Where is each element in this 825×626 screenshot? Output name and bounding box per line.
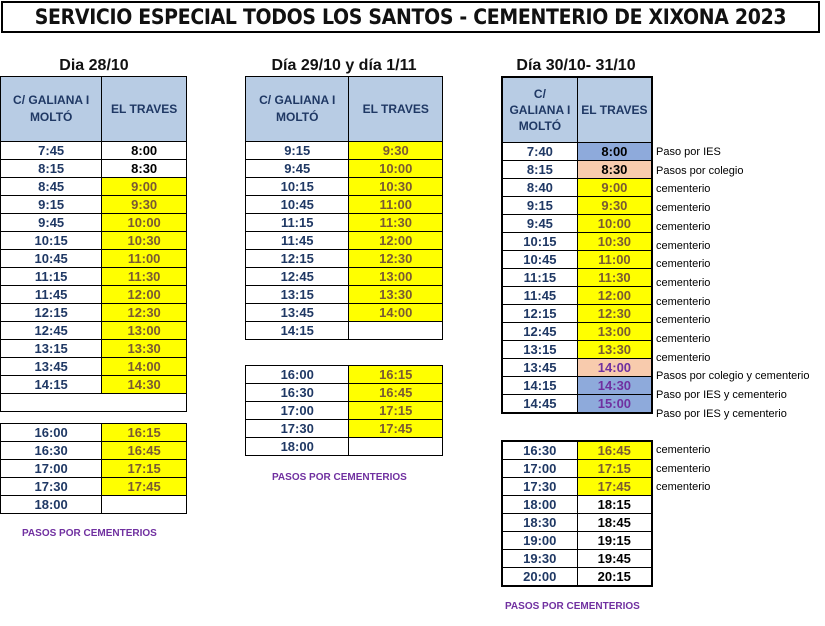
traves-time: 12:00	[102, 286, 187, 304]
traves-time: 16:45	[349, 384, 443, 402]
table-row	[502, 395, 652, 414]
galiana-time: 17:00	[502, 460, 577, 478]
traves-time: 17:45	[577, 478, 652, 496]
schedule-table-29-10-afternoon	[245, 365, 443, 456]
traves-time: 18:15	[577, 496, 652, 514]
table-row	[1, 322, 187, 340]
row-note: cementerio	[656, 444, 711, 456]
traves-time: 9:00	[102, 178, 187, 196]
galiana-time: 14:15	[502, 377, 577, 395]
table-row	[502, 233, 652, 251]
galiana-time: 17:30	[246, 420, 349, 438]
galiana-time: 8:15	[502, 161, 577, 179]
traves-time: 16:15	[349, 366, 443, 384]
traves-time: 11:30	[349, 214, 443, 232]
traves-time: 12:30	[102, 304, 187, 322]
galiana-time: 10:15	[246, 178, 349, 196]
traves-time: 11:00	[577, 251, 652, 269]
galiana-time: 11:45	[502, 287, 577, 305]
galiana-time: 10:45	[246, 196, 349, 214]
traves-time: 8:30	[577, 161, 652, 179]
galiana-time: 12:15	[1, 304, 102, 322]
table-row	[502, 460, 652, 478]
galiana-time: 16:30	[502, 441, 577, 460]
table-row	[246, 142, 443, 160]
header-galiana: C/ GALIANA I MOLTÓ	[246, 77, 349, 142]
footer-note-29-10: PASOS POR CEMENTERIOS	[272, 472, 407, 483]
traves-time: 10:30	[577, 233, 652, 251]
table-row	[502, 287, 652, 305]
table-row	[502, 532, 652, 550]
galiana-time: 18:00	[1, 496, 102, 514]
row-note: Paso por IES y cementerio	[656, 407, 787, 420]
traves-time	[102, 496, 187, 514]
table-row	[246, 268, 443, 286]
galiana-time: 8:45	[1, 178, 102, 196]
table-row	[246, 232, 443, 250]
galiana-time: 11:15	[1, 268, 102, 286]
schedule-table-28-10-morning	[0, 76, 187, 412]
traves-time: 16:15	[102, 424, 187, 442]
traves-time	[349, 322, 443, 340]
traves-time: 11:30	[577, 269, 652, 287]
table-row	[1, 442, 187, 460]
row-note: cementerio	[656, 295, 711, 308]
table-row	[1, 286, 187, 304]
table-row	[1, 196, 187, 214]
traves-time: 10:00	[577, 215, 652, 233]
table-row	[502, 550, 652, 568]
table-row	[502, 197, 652, 215]
galiana-time: 9:15	[1, 196, 102, 214]
galiana-time: 19:00	[502, 532, 577, 550]
table-row	[1, 250, 187, 268]
table-row	[1, 460, 187, 478]
day-heading-30-10: Día 30/10- 31/10	[516, 57, 636, 74]
table-row	[502, 215, 652, 233]
traves-time: 17:15	[577, 460, 652, 478]
galiana-time: 16:00	[1, 424, 102, 442]
header-galiana	[502, 77, 577, 143]
schedule-table-30-10-morning	[501, 76, 653, 414]
traves-time: 11:30	[102, 268, 187, 286]
traves-time	[349, 438, 443, 456]
table-row	[1, 424, 187, 442]
table-row	[246, 384, 443, 402]
galiana-time: 10:45	[502, 251, 577, 269]
galiana-time: 18:00	[502, 496, 577, 514]
galiana-time: 9:45	[502, 215, 577, 233]
schedule-table-30-10-afternoon	[501, 440, 653, 587]
traves-time: 17:15	[102, 460, 187, 478]
table-row	[502, 478, 652, 496]
traves-time: 12:00	[349, 232, 443, 250]
galiana-time: 18:00	[246, 438, 349, 456]
table-row	[1, 214, 187, 232]
footer-note-28-10: PASOS POR CEMENTERIOS	[22, 528, 157, 539]
row-note: cementerio	[656, 462, 711, 475]
schedule-table-28-10-afternoon	[0, 423, 187, 514]
galiana-time: 12:15	[246, 250, 349, 268]
empty-cell	[1, 394, 187, 412]
galiana-time: 11:15	[502, 269, 577, 287]
row-note: cementerio	[656, 239, 711, 252]
galiana-time: 13:15	[1, 340, 102, 358]
galiana-time: 17:00	[1, 460, 102, 478]
galiana-time: 7:45	[1, 142, 102, 160]
traves-time: 20:15	[577, 568, 652, 587]
galiana-time: 12:45	[1, 322, 102, 340]
galiana-time: 17:30	[502, 478, 577, 496]
traves-time: 14:00	[577, 359, 652, 377]
galiana-time: 13:15	[246, 286, 349, 304]
traves-time: 19:15	[577, 532, 652, 550]
traves-time: 8:00	[102, 142, 187, 160]
galiana-time: 8:15	[1, 160, 102, 178]
traves-time: 19:45	[577, 550, 652, 568]
traves-time: 17:15	[349, 402, 443, 420]
galiana-time: 9:45	[246, 160, 349, 178]
galiana-time: 17:00	[246, 402, 349, 420]
galiana-time: 14:15	[1, 376, 102, 394]
galiana-time: 17:30	[1, 478, 102, 496]
table-row	[246, 304, 443, 322]
galiana-time: 11:45	[246, 232, 349, 250]
row-note: cementerio	[656, 481, 711, 494]
header-traves: EL TRAVES	[577, 77, 652, 143]
table-row	[246, 420, 443, 438]
traves-time: 9:00	[577, 179, 652, 197]
schedule-table-29-10-morning	[245, 76, 443, 340]
galiana-time: 14:15	[246, 322, 349, 340]
traves-time: 10:00	[102, 214, 187, 232]
table-row	[246, 160, 443, 178]
galiana-time: 10:15	[1, 232, 102, 250]
traves-time: 12:00	[577, 287, 652, 305]
row-note: Paso por IES y cementerio	[656, 389, 787, 402]
galiana-time: 16:00	[246, 366, 349, 384]
header-line: MOLTÓ	[518, 119, 562, 133]
galiana-time: 9:45	[1, 214, 102, 232]
galiana-time: 13:45	[246, 304, 349, 322]
table-row	[502, 359, 652, 377]
traves-time: 17:45	[102, 478, 187, 496]
table-row	[1, 178, 187, 196]
galiana-time: 14:45	[502, 395, 577, 414]
table-row	[246, 402, 443, 420]
traves-time: 16:45	[577, 441, 652, 460]
table-row	[1, 142, 187, 160]
galiana-time: 19:30	[502, 550, 577, 568]
galiana-time: 9:15	[502, 197, 577, 215]
header-galiana: C/ GALIANA I MOLTÓ	[1, 77, 102, 142]
table-row	[1, 232, 187, 250]
galiana-time: 12:15	[502, 305, 577, 323]
table-row	[502, 143, 652, 161]
traves-time: 13:30	[577, 341, 652, 359]
table-row	[502, 568, 652, 587]
table-row	[1, 340, 187, 358]
table-row	[502, 341, 652, 359]
traves-time: 11:00	[102, 250, 187, 268]
galiana-time: 20:00	[502, 568, 577, 587]
table-row	[502, 377, 652, 395]
table-row	[1, 304, 187, 322]
galiana-time: 12:45	[502, 323, 577, 341]
table-row	[1, 160, 187, 178]
galiana-time: 12:45	[246, 268, 349, 286]
traves-time: 15:00	[577, 395, 652, 414]
traves-time: 17:45	[349, 420, 443, 438]
traves-time: 9:30	[349, 142, 443, 160]
traves-time: 14:30	[102, 376, 187, 394]
blank-row	[1, 394, 187, 412]
traves-time: 9:30	[102, 196, 187, 214]
row-note: cementerio	[656, 183, 711, 196]
row-note: cementerio	[656, 351, 711, 364]
traves-time: 13:30	[349, 286, 443, 304]
traves-time: 14:30	[577, 377, 652, 395]
table-row	[1, 358, 187, 376]
galiana-time: 10:45	[1, 250, 102, 268]
table-row	[246, 214, 443, 232]
table-row	[502, 269, 652, 287]
row-note: cementerio	[656, 220, 711, 233]
galiana-time: 7:40	[502, 143, 577, 161]
traves-time: 13:30	[102, 340, 187, 358]
row-note: Paso por IES	[656, 146, 721, 158]
table-row	[1, 376, 187, 394]
page-title: SERVICIO ESPECIAL TODOS LOS SANTOS - CEMENTERIO DE XIXONA 2023	[1, 1, 820, 33]
traves-time: 13:00	[349, 268, 443, 286]
galiana-time: 18:30	[502, 514, 577, 532]
galiana-time: 10:15	[502, 233, 577, 251]
traves-time: 9:30	[577, 197, 652, 215]
day-heading-29-10: Día 29/10 y día 1/11	[271, 57, 417, 74]
row-note: cementerio	[656, 314, 711, 327]
row-note: cementerio	[656, 333, 711, 345]
table-row	[246, 438, 443, 456]
galiana-time: 13:45	[502, 359, 577, 377]
galiana-time: 16:30	[246, 384, 349, 402]
table-row	[246, 366, 443, 384]
header-traves: EL TRAVES	[102, 77, 187, 142]
table-row	[1, 496, 187, 514]
row-note: Pasos por colegio y cementerio	[656, 370, 810, 383]
table-row	[246, 322, 443, 340]
table-row	[246, 250, 443, 268]
traves-time: 14:00	[349, 304, 443, 322]
traves-time: 10:00	[349, 160, 443, 178]
traves-time: 12:30	[577, 305, 652, 323]
row-note: Pasos por colegio	[656, 164, 744, 177]
galiana-time: 8:40	[502, 179, 577, 197]
galiana-time: 13:15	[502, 341, 577, 359]
header-line: C/	[533, 87, 546, 101]
traves-time: 8:30	[102, 160, 187, 178]
table-row	[246, 178, 443, 196]
traves-time: 18:45	[577, 514, 652, 532]
galiana-time: 11:45	[1, 286, 102, 304]
traves-time: 8:00	[577, 143, 652, 161]
traves-time: 16:45	[102, 442, 187, 460]
traves-time: 13:00	[102, 322, 187, 340]
table-row	[502, 441, 652, 460]
table-row	[1, 268, 187, 286]
table-row	[502, 251, 652, 269]
table-row	[502, 323, 652, 341]
table-row	[502, 161, 652, 179]
row-note: cementerio	[656, 258, 711, 271]
galiana-time: 16:30	[1, 442, 102, 460]
table-row	[1, 478, 187, 496]
galiana-time: 11:15	[246, 214, 349, 232]
galiana-time: 13:45	[1, 358, 102, 376]
header-traves: EL TRAVES	[349, 77, 443, 142]
traves-time: 10:30	[349, 178, 443, 196]
table-row	[502, 305, 652, 323]
table-row	[246, 196, 443, 214]
traves-time: 10:30	[102, 232, 187, 250]
footer-note-30-10: PASOS POR CEMENTERIOS	[505, 601, 640, 612]
day-heading-28-10: Dia 28/10	[59, 57, 129, 74]
table-row	[502, 514, 652, 532]
traves-time: 14:00	[102, 358, 187, 376]
row-note: cementerio	[656, 202, 711, 215]
galiana-time: 9:15	[246, 142, 349, 160]
row-note: cementerio	[656, 276, 711, 289]
table-row	[246, 286, 443, 304]
header-line: GALIANA I	[509, 103, 571, 117]
traves-time: 11:00	[349, 196, 443, 214]
traves-time: 13:00	[577, 323, 652, 341]
table-row	[502, 496, 652, 514]
traves-time: 12:30	[349, 250, 443, 268]
table-row	[502, 179, 652, 197]
